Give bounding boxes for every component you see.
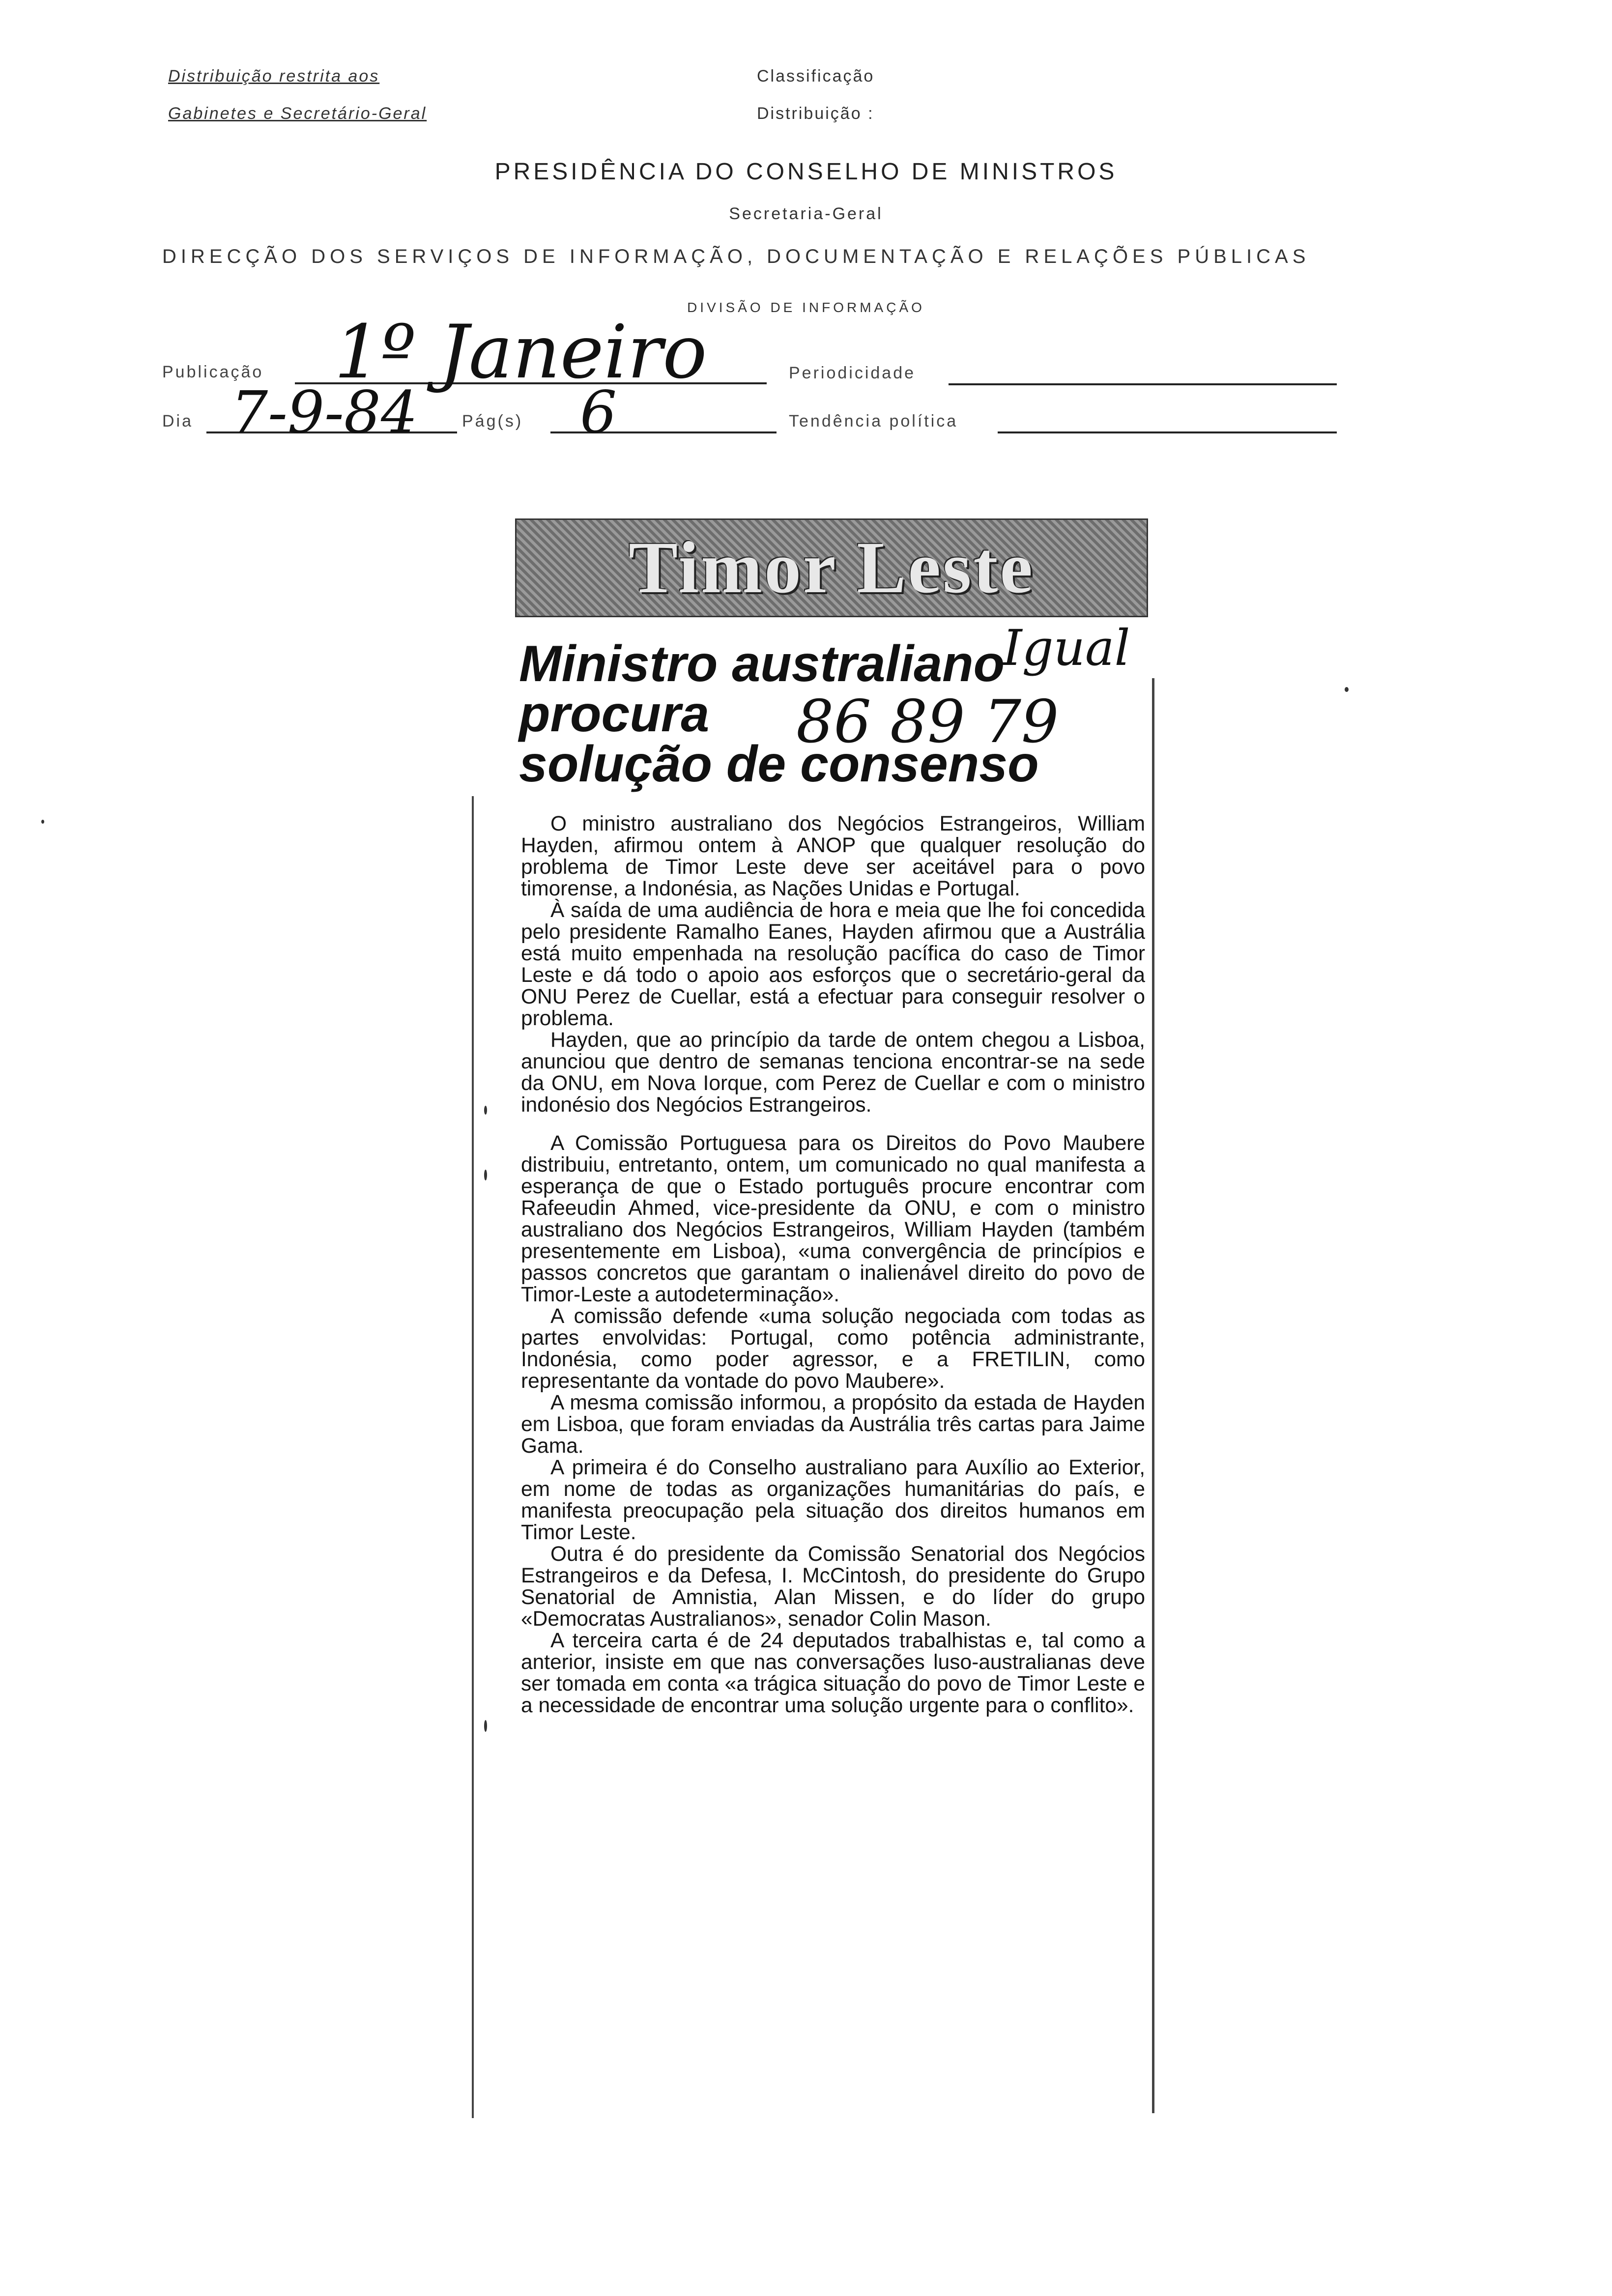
article-paragraph: A primeira é do Conselho australiano para Auxílio ao Exterior, em nome de todas as organizações humanitárias do país, e manifesta preocupação pela situação dos direitos humanos em Timor Leste. bbox=[521, 1456, 1145, 1544]
division-title: DIVISÃO DE INFORMAÇÃO bbox=[687, 300, 925, 315]
distribution-recipients-label: Gabinetes e Secretário-Geral bbox=[168, 104, 427, 123]
classification-label: Classificação bbox=[757, 67, 875, 86]
clipping-right-edge bbox=[1152, 678, 1154, 2113]
headline-line: solução de consenso bbox=[519, 736, 1039, 793]
handwritten-note: Igual bbox=[1003, 619, 1130, 677]
publication-handwritten-value: 1º Janeiro bbox=[334, 310, 707, 395]
clipping-left-edge bbox=[472, 796, 474, 2118]
scan-speck bbox=[41, 820, 44, 824]
political-tendency-label: Tendência política bbox=[789, 412, 958, 430]
scan-speck bbox=[484, 1170, 487, 1180]
day-handwritten-value: 7-9-84 bbox=[231, 378, 418, 446]
scan-speck bbox=[484, 1720, 487, 1732]
pages-handwritten-value: 6 bbox=[580, 378, 617, 446]
article-paragraph: À saída de uma audiência de hora e meia que lhe foi concedida pelo presidente Ramalho Eanes, Hayden afirmou que a Austrália está muito empenhada na resolução pacífica do caso de Timor Leste e dá todo o apoio aos esforços que o secretário-geral da ONU Perez de Cuellar, está a efectuar para conseguir resolver o problema. bbox=[521, 899, 1145, 1030]
distribution-label: Distribuição : bbox=[757, 104, 874, 123]
article-paragraph: Hayden, que ao princípio da tarde de ontem chegou a Lisboa, anunciou que dentro de semanas tenciona encontrar-se na sede da ONU, em Nova Iorque, com Perez de Cuellar e com o ministro indonésio dos Negócios Estrangeiros. bbox=[521, 1029, 1145, 1117]
handwritten-note: 86 89 79 bbox=[796, 688, 1059, 756]
scan-speck bbox=[1345, 687, 1349, 692]
scan-speck bbox=[484, 1106, 487, 1115]
section-banner bbox=[515, 518, 1148, 617]
day-label: Dia bbox=[162, 412, 194, 430]
periodicity-label: Periodicidade bbox=[789, 364, 916, 382]
directorate-title: DIRECÇÃO DOS SERVIÇOS DE INFORMAÇÃO, DOCUMENTAÇÃO E RELAÇÕES PÚBLICAS bbox=[162, 246, 1310, 267]
article-paragraph: Outra é do presidente da Comissão Senatorial dos Negócios Estrangeiros e da Defesa, I. McCintosh, do presidente do Grupo Senatorial de Amnistia, Alan Missen, e do líder do grupo «Democratas Australianos», senador Colin Mason. bbox=[521, 1543, 1145, 1631]
article-body bbox=[521, 813, 1145, 1717]
organization-subtitle: Secretaria-Geral bbox=[729, 204, 883, 223]
periodicity-field-line bbox=[949, 383, 1337, 385]
article-paragraph: A terceira carta é de 24 deputados trabalhistas e, tal como a anterior, insiste em que nas conversações luso-australianas deve ser tomada em conta «a trágica situação do povo de Timor Leste e a necessidade de encontrar uma solução urgente para o conflito». bbox=[521, 1629, 1145, 1717]
political-tendency-field-line bbox=[998, 431, 1337, 433]
article-paragraph: A comissão defende «uma solução negociada com todas as partes envolvidas: Portugal, como potência administrante, Indonésia, como poder agressor, e a FRETILIN, como representante da vontade do povo Maubere». bbox=[521, 1305, 1145, 1393]
headline-line: procura bbox=[519, 686, 710, 743]
organization-title: PRESIDÊNCIA DO CONSELHO DE MINISTROS bbox=[494, 159, 1118, 185]
article-paragraph: A mesma comissão informou, a propósito da estada de Hayden em Lisboa, que foram enviadas da Austrália três cartas para Jaime Gama. bbox=[521, 1391, 1145, 1458]
pages-label: Pág(s) bbox=[462, 412, 523, 430]
article-paragraph: O ministro australiano dos Negócios Estrangeiros, William Hayden, afirmou ontem à ANOP que qualquer resolução do problema de Timor Leste deve ser aceitável para o povo timorense, a Indonésia, as Nações Unidas e Portugal. bbox=[521, 812, 1145, 900]
section-title: Timor Leste bbox=[629, 527, 1035, 608]
distribution-restricted-label: Distribuição restrita aos bbox=[168, 67, 380, 86]
headline-line: Ministro australiano bbox=[519, 635, 1005, 692]
article-paragraph: A Comissão Portuguesa para os Direitos do Povo Maubere distribuiu, entretanto, ontem, um comunicado no qual manifesta a esperança de que o Estado português procure encontrar com Rafeeudin Ahmed, vice-presidente da ONU, e com o ministro australiano dos Negócios Estrangeiros, William Hayden (também presentemente em Lisboa), «uma convergência de princípios e passos concretos que garantam o inalienável direito do povo de Timor-Leste a autodeterminação». bbox=[521, 1132, 1145, 1306]
publication-label: Publicação bbox=[162, 363, 264, 381]
